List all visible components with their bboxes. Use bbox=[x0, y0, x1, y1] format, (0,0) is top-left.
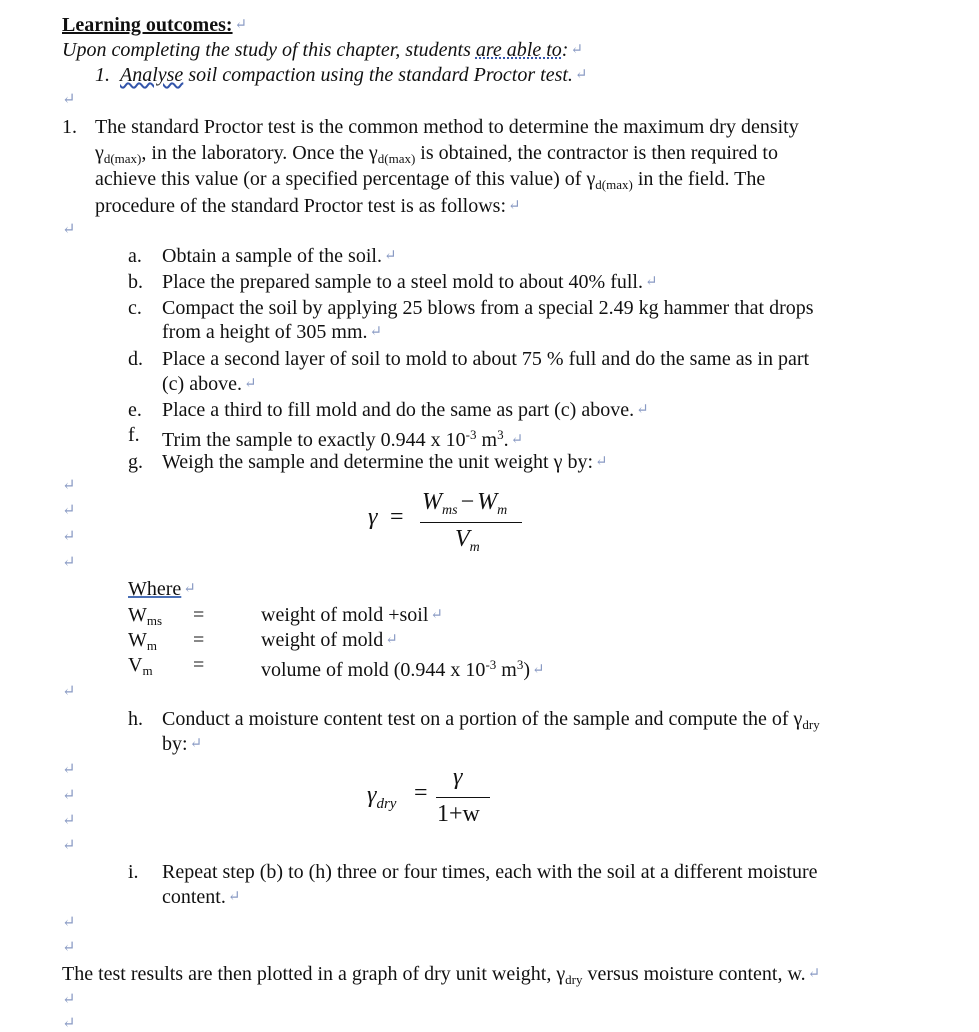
paragraph-mark-icon: ↵ bbox=[62, 914, 76, 931]
denominator: $V_m$ bbox=[455, 526, 480, 555]
spelling-flag: Analyse bbox=[120, 64, 184, 86]
paragraph-mark-icon: ↵ bbox=[62, 477, 76, 494]
paragraph-mark-icon: ↵ bbox=[62, 837, 76, 854]
step-d-letter: d. bbox=[128, 348, 143, 370]
document-page: Learning outcomes: ↵ Upon completing the study of this chapter, students are able to: ↵ 1. Analyse soil compaction using the standard Proctor test. ↵ ↵ 1. The standard Proctor test is the common method to determine the maximum dry density $\gamma_{d(max)}$, in the laboratory. Once the $\gamma_{d(max)}$ is obtained, the contractor is then required to achieve this value (or a specified percentage of this value) of $\gamma_{d(max)}$ in the field. The procedure of the standard Proctor test is as follows: ↵ ↵ a. Obtain a sample of the soil. ↵ b. Place the prepared sample to a steel mold to about 40% full. ↵ c. Compact the soil by applying 25 blows from a special 2.49 kg hammer that drops from a height of 305 mm. ↵ d. Place a second layer of soil to mold to about 75 % full and do the same as in part (c) above. ↵ e. Place a third to fill mold and do the same as part (c) above. ↵ f. Trim the sample to exactly 0.944 x $10^{-3}$ $m^3$. ↵ g. Weigh the sample and determine the unit weight γ by: ↵ ↵ ↵ ↵ ↵ γ = $W_{ms} - W_m$ $V_m$ Where ↵ $W_{ms}$ = weight of mold +soil ↵ $W_m$ = weight of mold ↵ $V_m$ = volume of mold (0.944 x $10^{-3}$ $m^3$) ↵ ↵ h. Conduct a moisture content test on a portion of the sample and compute the of $\gamma_{dry}$ by: ↵ ↵ ↵ ↵ ↵ $\gamma_{dry}$ = γ 1+w i. Repeat step (b) to (h) three or four times, each with the soil at a different moisture content. ↵ ↵ ↵ The test results are then plotted in a graph of dry unit weight, $\gamma_{dry}$ versus moisture content, w. ↵ ↵ ↵ bbox=[62, 14, 821, 1032]
paragraph-mark-icon: ↵ bbox=[183, 581, 196, 597]
step-g-text: Weigh the sample and determine the unit weight γ by: ↵ bbox=[162, 451, 608, 473]
step-b-letter: b. bbox=[128, 271, 143, 293]
paragraph-mark-icon: ↵ bbox=[62, 683, 76, 700]
numerator: γ bbox=[453, 764, 463, 790]
paragraph-mark-icon: ↵ bbox=[644, 274, 658, 290]
paragraph-mark-icon: ↵ bbox=[62, 991, 76, 1008]
outcome-item-1: 1. Analyse soil compaction using the standard Proctor test. ↵ bbox=[95, 64, 588, 86]
paragraph-mark-icon: ↵ bbox=[62, 939, 76, 956]
step-h-line-1: Conduct a moisture content test on a portion of the sample and compute the of $\gamma_{dry}$ bbox=[162, 708, 820, 732]
paragraph-mark-icon: ↵ bbox=[383, 248, 397, 264]
where-desc-wm: weight of mold ↵ bbox=[261, 629, 398, 651]
paragraph-mark-icon: ↵ bbox=[62, 554, 76, 571]
paragraph-mark-icon: ↵ bbox=[62, 91, 76, 108]
fraction-bar bbox=[420, 522, 522, 523]
where-eq: = bbox=[193, 629, 205, 651]
step-e-text: Place a third to fill mold and do the same as part (c) above. ↵ bbox=[162, 399, 649, 421]
step-c-line-1: Compact the soil by applying 25 blows from a special 2.49 kg hammer that drops bbox=[162, 297, 814, 319]
closing-sentence: The test results are then plotted in a graph of dry unit weight, $\gamma_{dry}$ versus moisture content, w. ↵ bbox=[62, 963, 821, 987]
numerator: $W_{ms} - W_m$ bbox=[422, 489, 508, 518]
paragraph-mark-icon: ↵ bbox=[62, 502, 76, 519]
paragraph-mark-icon: ↵ bbox=[243, 376, 257, 392]
step-g-letter: g. bbox=[128, 451, 143, 473]
paragraph-mark-icon: ↵ bbox=[62, 761, 76, 778]
learning-outcomes-heading-line bbox=[62, 13, 247, 37]
step-c-letter: c. bbox=[128, 297, 142, 319]
paragraph-mark-icon: ↵ bbox=[62, 528, 76, 545]
section-line-1: The standard Proctor test is the common method to determine the maximum dry density bbox=[95, 116, 799, 138]
step-e-letter: e. bbox=[128, 399, 142, 421]
paragraph-mark-icon: ↵ bbox=[430, 607, 443, 623]
where-symbol-vm: $V_m$ bbox=[128, 654, 153, 678]
paragraph-mark-icon: ↵ bbox=[62, 221, 76, 238]
step-b-text: Place the prepared sample to a steel mold to about 40% full. ↵ bbox=[162, 271, 658, 293]
grammar-flag: are able to bbox=[475, 39, 562, 61]
paragraph-mark-icon: ↵ bbox=[227, 889, 241, 905]
step-i-line-1: Repeat step (b) to (h) three or four times, each with the soil at a different moisture bbox=[162, 861, 818, 883]
where-desc-vm: volume of mold (0.944 x $10^{-3}$ $m^3$) ↵ bbox=[261, 657, 545, 681]
step-c-line-2: from a height of 305 mm. ↵ bbox=[162, 321, 383, 343]
paragraph-mark-icon: ↵ bbox=[570, 42, 584, 58]
step-i-letter: i. bbox=[128, 861, 139, 883]
step-d-line-2: (c) above. ↵ bbox=[162, 373, 257, 395]
step-f-text: Trim the sample to exactly 0.944 x $10^{-3}$ $m^3$. ↵ bbox=[162, 427, 524, 451]
step-d-line-1: Place a second layer of soil to mold to about 75 % full and do the same as in part bbox=[162, 348, 810, 370]
section-number: 1. bbox=[62, 116, 77, 138]
step-h-line-2: by: ↵ bbox=[162, 733, 203, 755]
paragraph-mark-icon: ↵ bbox=[234, 17, 248, 33]
section-line-3: achieve this value (or a specified percentage of this value) of $\gamma_{d(max)}$ in the field. The bbox=[95, 168, 766, 192]
paragraph-mark-icon: ↵ bbox=[62, 787, 76, 804]
where-eq: = bbox=[193, 654, 205, 676]
paragraph-mark-icon: ↵ bbox=[532, 662, 545, 678]
paragraph-mark-icon: ↵ bbox=[62, 1015, 76, 1032]
paragraph-mark-icon: ↵ bbox=[574, 67, 588, 83]
learning-outcomes-heading: Learning outcomes: bbox=[62, 14, 233, 36]
step-h-letter: h. bbox=[128, 708, 143, 730]
step-a-letter: a. bbox=[128, 245, 142, 267]
step-i-line-2: content. ↵ bbox=[162, 886, 241, 908]
paragraph-mark-icon: ↵ bbox=[595, 454, 608, 470]
learning-intro: Upon completing the study of this chapter, students are able to: ↵ bbox=[62, 39, 584, 61]
fraction-bar bbox=[436, 797, 490, 798]
paragraph-mark-icon: ↵ bbox=[62, 812, 76, 829]
denominator: 1+w bbox=[437, 801, 480, 827]
section-line-4: procedure of the standard Proctor test is as follows: ↵ bbox=[95, 195, 521, 217]
section-line-2: $\gamma_{d(max)}$, in the laboratory. Once the $\gamma_{d(max)}$ is obtained, the contractor is then required to bbox=[95, 142, 778, 166]
paragraph-mark-icon: ↵ bbox=[636, 402, 649, 418]
step-a-text: Obtain a sample of the soil. ↵ bbox=[162, 245, 397, 267]
paragraph-mark-icon: ↵ bbox=[508, 198, 521, 214]
paragraph-mark-icon: ↵ bbox=[807, 966, 821, 982]
where-symbol-wms: $W_{ms}$ bbox=[128, 604, 163, 628]
paragraph-mark-icon: ↵ bbox=[510, 432, 524, 448]
paragraph-mark-icon: ↵ bbox=[189, 736, 203, 752]
where-symbol-wm: $W_m$ bbox=[128, 629, 158, 653]
where-eq: = bbox=[193, 604, 205, 626]
where-heading: Where ↵ bbox=[128, 578, 196, 600]
paragraph-mark-icon: ↵ bbox=[385, 632, 398, 648]
where-desc-wms: weight of mold +soil ↵ bbox=[261, 604, 443, 626]
step-f-letter: f. bbox=[128, 424, 140, 446]
paragraph-mark-icon: ↵ bbox=[369, 324, 383, 340]
